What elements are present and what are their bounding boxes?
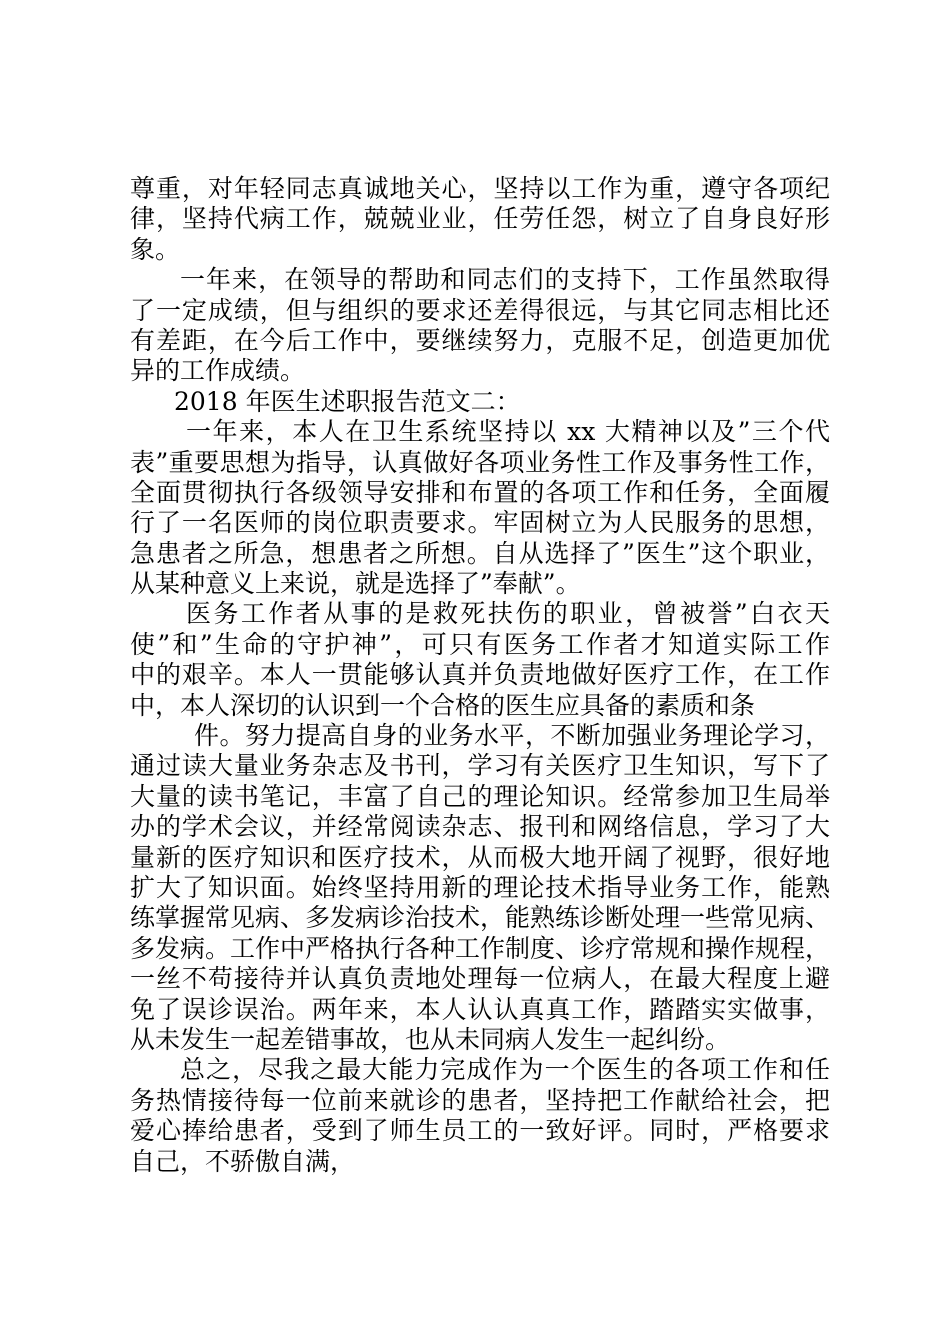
text-line: 务热情接待每一位前来就诊的患者，坚持把工作献给社会，把 — [130, 1085, 830, 1115]
text-line: 自己，不骄傲自满， — [130, 1146, 356, 1176]
text-line: 了一定成绩，但与组织的要求还差得很远，与其它同志相比还 — [130, 295, 830, 325]
section-heading: 2018 年医生述职报告范文二： — [174, 386, 521, 416]
text-line: 办的学术会议，并经常阅读杂志、报刊和网络信息，学习了大 — [130, 812, 830, 842]
text-line: 一年来，本人在卫生系统坚持以 xx 大精神以及”三个代 — [186, 417, 830, 447]
text-line: 尊重，对年轻同志真诚地关心，坚持以工作为重，遵守各项纪 — [130, 174, 830, 203]
text-line: 从某种意义上来说，就是选择了”奉献”。 — [130, 569, 581, 599]
text-line: 行了一名医师的岗位职责要求。牢固树立为人民服务的思想， — [130, 508, 830, 538]
text-line: 件。努力提高自身的业务水平，不断加强业务理论学习， — [194, 721, 830, 751]
text-line: 中，本人深切的认识到一个合格的医生应具备的素质和条 — [130, 690, 756, 720]
text-line: 一丝不苟接待并认真负责地处理每一位病人，在最大程度上避 — [130, 964, 830, 994]
text-line: 医务工作者从事的是救死扶伤的职业，曾被誉”白衣天 — [186, 599, 830, 629]
text-line: 通过读大量业务杂志及书刊，学习有关医疗卫生知识，写下了 — [130, 751, 830, 781]
text-line: 表”重要思想为指导，认真做好各项业务性工作及事务性工作， — [130, 447, 830, 477]
text-line: 扩大了知识面。始终坚持用新的理论技术指导业务工作，能熟 — [130, 872, 830, 902]
text-line: 有差距，在今后工作中，要继续努力，克服不足，创造更加优 — [130, 325, 830, 355]
text-line: 免了误诊误治。两年来，本人认认真真工作，踏踏实实做事， — [130, 994, 830, 1024]
text-line: 多发病。工作中严格执行各种工作制度、诊疗常规和操作规程， — [130, 933, 831, 963]
text-line: 练掌握常见病、多发病诊治技术，能熟练诊断处理一些常见病、 — [130, 903, 831, 933]
text-line: 急患者之所急，想患者之所想。自从选择了”医生”这个职业， — [130, 538, 830, 568]
text-line: 总之，尽我之最大能力完成作为一个医生的各项工作和任 — [180, 1055, 830, 1085]
text-line: 从未发生一起差错事故，也从未同病人发生一起纠纷。 — [130, 1024, 731, 1054]
text-line: 全面贯彻执行各级领导安排和布置的各项工作和任务，全面履 — [130, 477, 830, 507]
text-line: 爱心捧给患者，受到了师生员工的一致好评。同时，严格要求 — [130, 1116, 830, 1146]
text-line: 律，坚持代病工作，兢兢业业，任劳任怨，树立了自身良好形 — [130, 204, 830, 234]
text-line: 大量的读书笔记，丰富了自己的理论知识。经常参加卫生局举 — [130, 781, 830, 811]
text-line: 一年来，在领导的帮助和同志们的支持下，工作虽然取得 — [180, 265, 830, 295]
text-line: 中的艰辛。本人一贯能够认真并负责地做好医疗工作，在工作 — [130, 660, 830, 690]
text-line: 象。 — [130, 234, 181, 264]
document-body — [130, 174, 830, 1177]
text-line: 量新的医疗知识和医疗技术，从而极大地开阔了视野，很好地 — [130, 842, 830, 872]
text-line: 异的工作成绩。 — [130, 356, 306, 386]
text-line: 使”和”生命的守护神”，可只有医务工作者才知道实际工作 — [130, 629, 830, 659]
